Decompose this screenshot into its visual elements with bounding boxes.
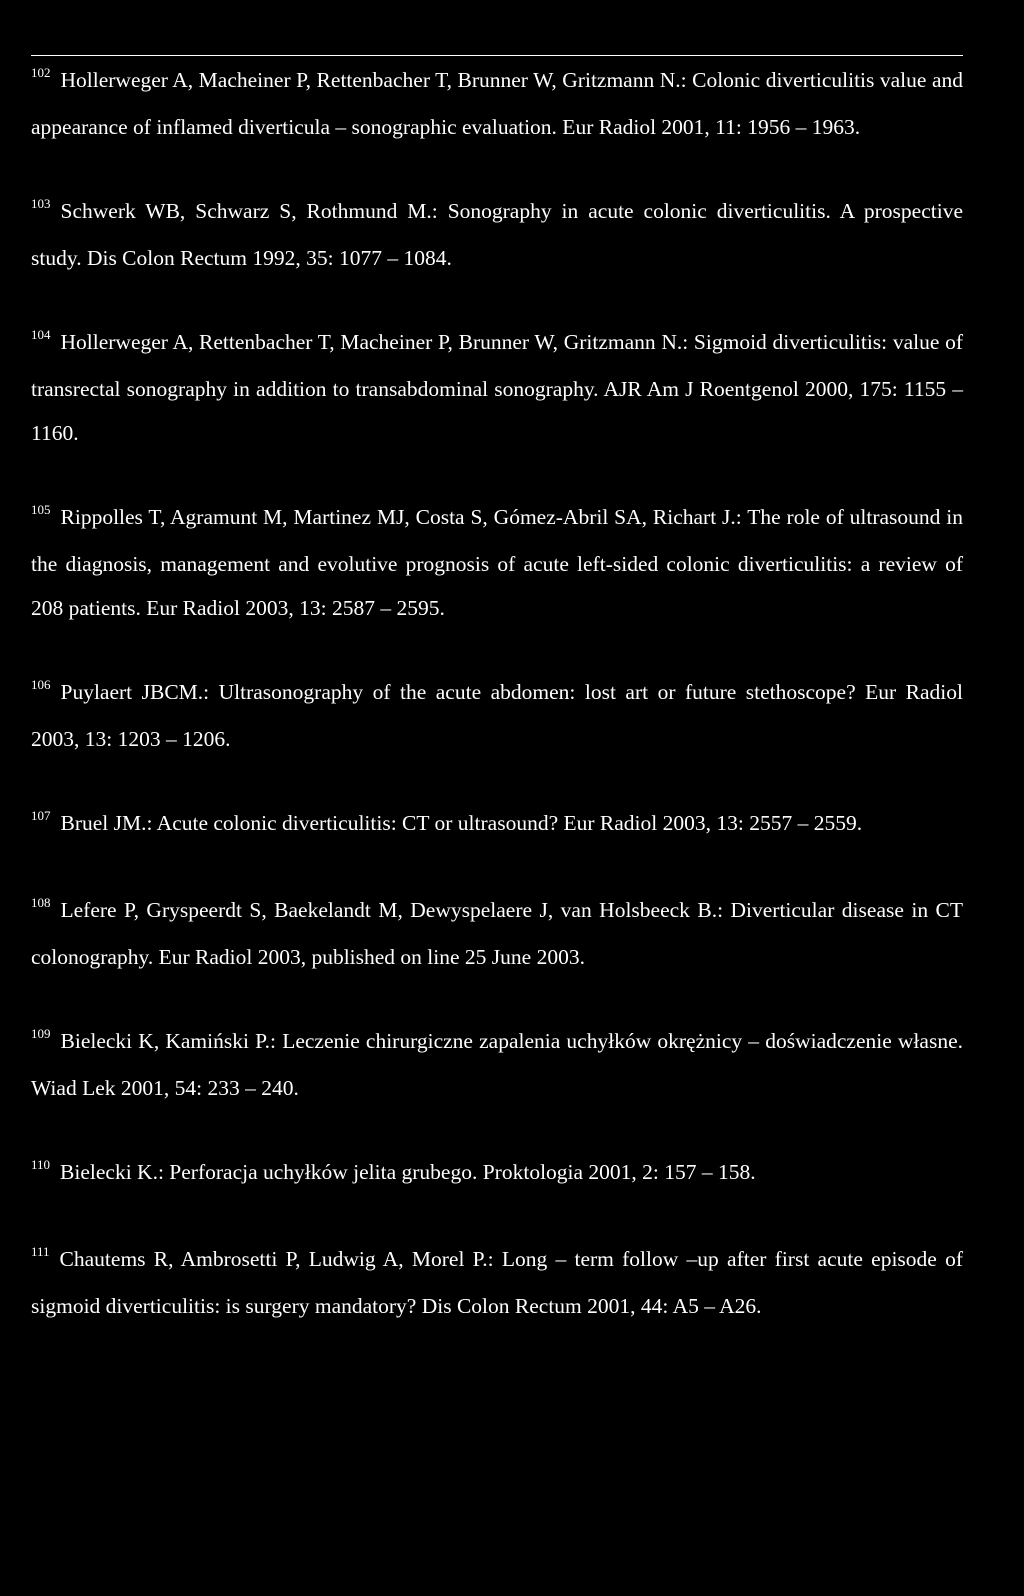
- reference-number: 104: [31, 327, 51, 342]
- reference-text: Chautems R, Ambrosetti P, Ludwig A, Morel P.: Long – term follow –up after first acute episode of sigmoid diverticulitis: is surgery mandatory? Dis Colon Rectum 2001, 44: A5 – A26.: [31, 1247, 963, 1318]
- reference-number: 110: [31, 1157, 51, 1172]
- reference-number: 108: [31, 895, 51, 910]
- reference-number: 107: [31, 808, 51, 823]
- reference-number: 111: [31, 1244, 50, 1259]
- reference-text: Hollerweger A, Macheiner P, Rettenbacher T, Brunner W, Gritzmann N.: Colonic diverticulitis value and appearance of inflamed diverticula – sonographic evaluation. Eur Radiol 2001, 11: 1956 – 1963.: [31, 68, 963, 139]
- reference-number: 109: [31, 1026, 51, 1041]
- reference-number: 103: [31, 196, 51, 211]
- reference-text: Puylaert JBCM.: Ultrasonography of the acute abdomen: lost art or future stethoscope? Eur Radiol 2003, 13: 1203 – 1206.: [31, 680, 963, 751]
- reference-number: 102: [31, 65, 51, 80]
- reference-103: [31, 189, 963, 280]
- reference-107: [31, 801, 963, 848]
- reference-text: Lefere P, Gryspeerdt S, Baekelandt M, Dewyspelaere J, van Holsbeeck B.: Diverticular disease in CT colonography. Eur Radiol 2003, published on line 25 June 2003.: [31, 898, 963, 969]
- reference-108: [31, 888, 963, 979]
- reference-text: Bielecki K.: Perforacja uchyłków jelita grubego. Proktologia 2001, 2: 157 – 158.: [60, 1160, 756, 1184]
- reference-number: 105: [31, 502, 51, 517]
- reference-110: [31, 1150, 963, 1197]
- reference-106: [31, 670, 963, 761]
- reference-text: Schwerk WB, Schwarz S, Rothmund M.: Sonography in acute colonic diverticulitis. A prospective study. Dis Colon Rectum 1992, 35: 1077 – 1084.: [31, 199, 963, 270]
- reference-text: Hollerweger A, Rettenbacher T, Macheiner P, Brunner W, Gritzmann N.: Sigmoid diverticulitis: value of transrectal sonography in addition to transabdominal sonography. AJR Am J Roentgenol 2000, 175: 1155 – 1160.: [31, 330, 963, 445]
- reference-list: [31, 58, 963, 1328]
- reference-number: 106: [31, 677, 51, 692]
- top-rule: [31, 55, 963, 56]
- reference-102: [31, 58, 963, 149]
- reference-text: Rippolles T, Agramunt M, Martinez MJ, Costa S, Gómez-Abril SA, Richart J.: The role of ultrasound in the diagnosis, management and evolutive prognosis of acute left-sided colonic diverticulitis: a review of 208 patients. Eur Radiol 2003, 13: 2587 – 2595.: [31, 505, 963, 620]
- reference-109: [31, 1019, 963, 1110]
- reference-text: Bruel JM.: Acute colonic diverticulitis: CT or ultrasound? Eur Radiol 2003, 13: 2557 – 2559.: [60, 811, 863, 835]
- reference-111: [31, 1237, 963, 1328]
- reference-text: Bielecki K, Kamiński P.: Leczenie chirurgiczne zapalenia uchyłków okrężnicy – doświadczenie własne. Wiad Lek 2001, 54: 233 – 240.: [31, 1029, 963, 1100]
- reference-105: [31, 495, 963, 630]
- reference-104: [31, 320, 963, 455]
